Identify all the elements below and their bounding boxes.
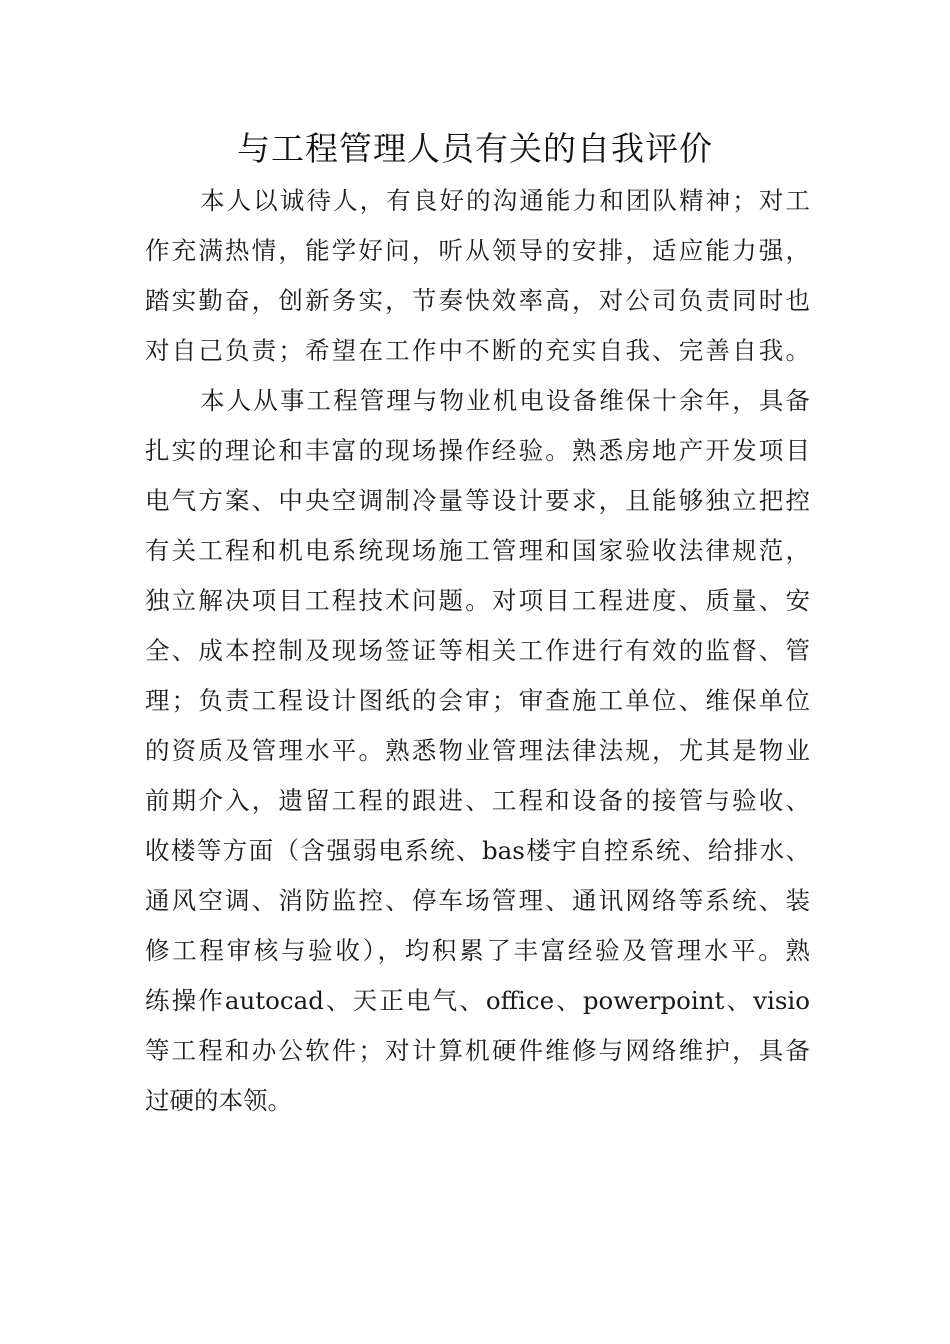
- text-line: 本人以诚待人，有良好的沟通能力和团队精神；对工: [200, 186, 810, 215]
- paragraph-1: [145, 176, 810, 376]
- text-line: 有关工程和机电系统现场施工管理和国家验收法律规范，: [145, 536, 810, 565]
- text-line: 修工程审核与验收），均积累了丰富经验及管理水平。熟: [145, 936, 810, 965]
- document-body: [145, 176, 810, 1126]
- text-line: 收楼等方面（含强弱电系统、bas楼宇自控系统、给排水、: [145, 836, 810, 865]
- document-title: 与工程管理人员有关的自我评价: [237, 129, 713, 168]
- text-line: 全、成本控制及现场签证等相关工作进行有效的监督、管: [145, 636, 810, 665]
- text-line: 本人从事工程管理与物业机电设备维保十余年，具备: [200, 386, 810, 415]
- text-line: 的资质及管理水平。熟悉物业管理法律法规，尤其是物业: [145, 736, 810, 765]
- paragraph-2: [145, 376, 810, 1126]
- text-line: 对自己负责；希望在工作中不断的充实自我、完善自我。: [145, 336, 810, 365]
- text-line: 踏实勤奋，创新务实，节奏快效率高，对公司负责同时也: [145, 286, 810, 315]
- text-line: 电气方案、中央空调制冷量等设计要求，且能够独立把控: [145, 486, 810, 515]
- text-line: 练操作autocad、天正电气、office、powerpoint、visio: [145, 986, 810, 1015]
- text-line: 扎实的理论和丰富的现场操作经验。熟悉房地产开发项目: [145, 436, 810, 465]
- text-line: 前期介入，遗留工程的跟进、工程和设备的接管与验收、: [145, 786, 810, 815]
- text-line: 理；负责工程设计图纸的会审；审查施工单位、维保单位: [145, 686, 810, 715]
- text-line: 作充满热情，能学好问，听从领导的安排，适应能力强，: [145, 236, 810, 265]
- text-line: 通风空调、消防监控、停车场管理、通讯网络等系统、装: [145, 886, 810, 915]
- text-line: 过硬的本领。: [145, 1086, 292, 1115]
- text-line: 独立解决项目工程技术问题。对项目工程进度、质量、安: [145, 586, 810, 615]
- text-line: 等工程和办公软件；对计算机硬件维修与网络维护，具备: [145, 1036, 810, 1065]
